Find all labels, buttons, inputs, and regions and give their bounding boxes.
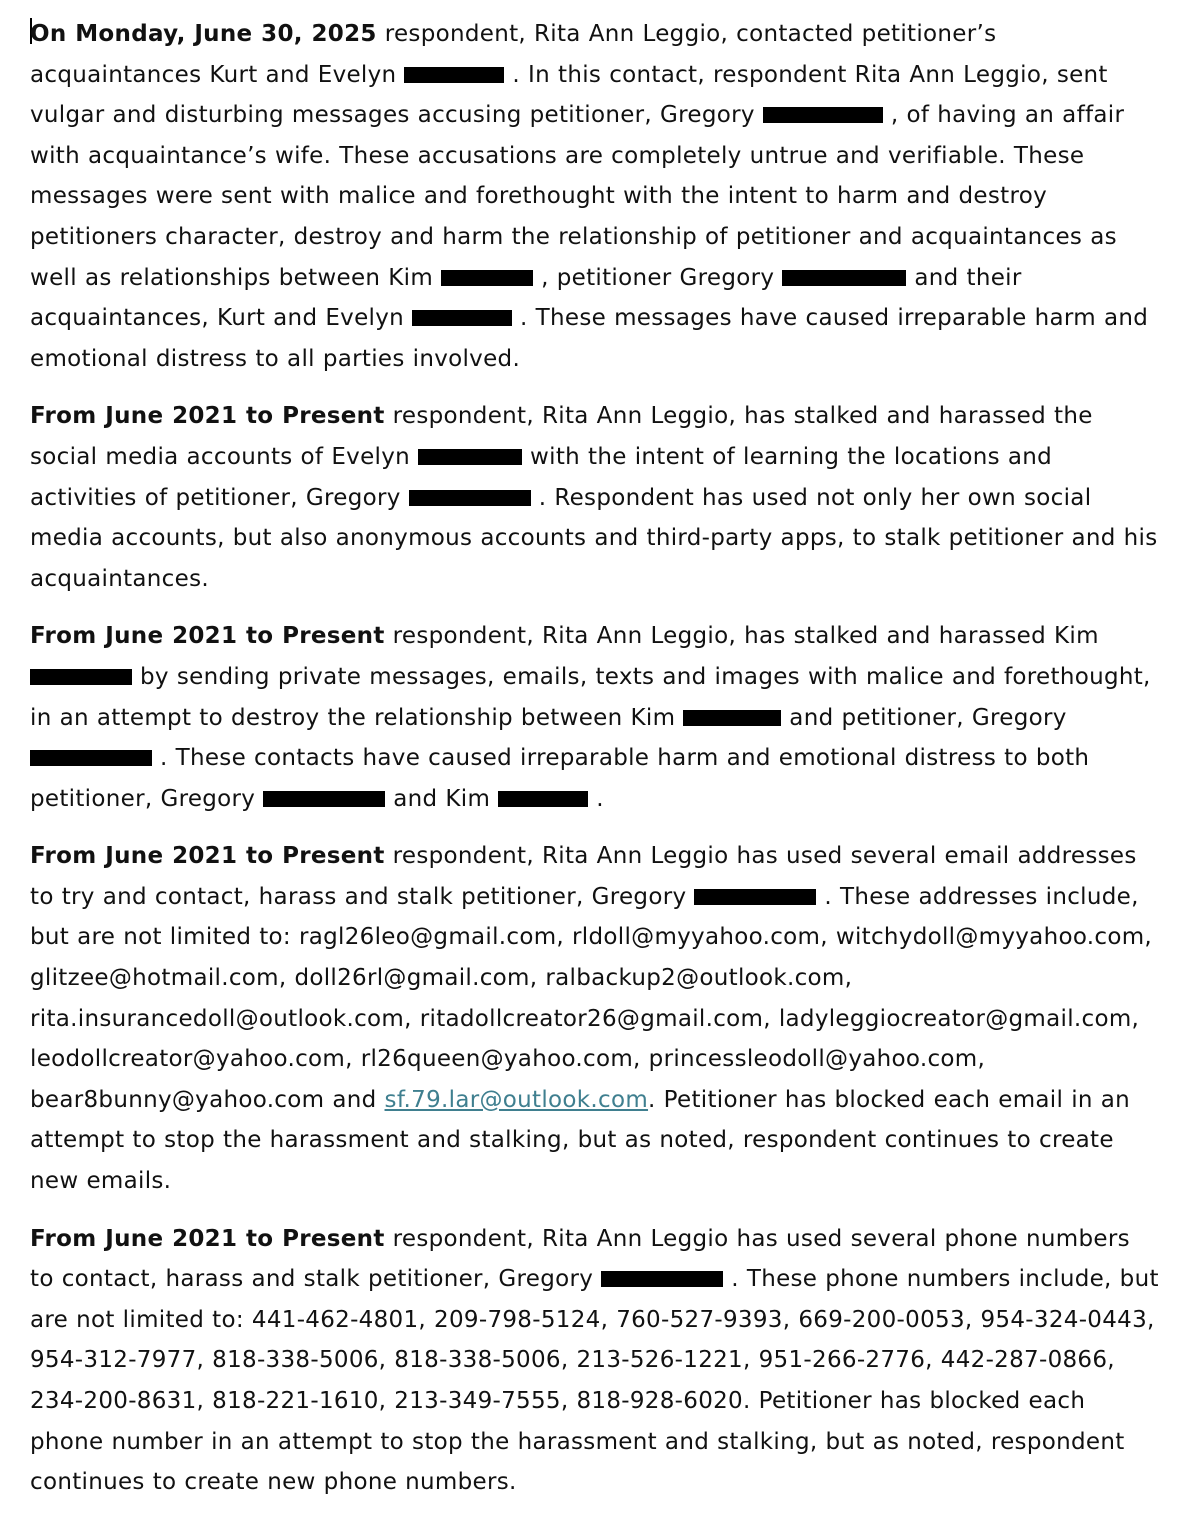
paragraph-text: respondent, Rita Ann Leggio, contacted petitioner’s acquaintances Kurt and Evelyn — [30, 21, 997, 88]
paragraph-3 — [30, 616, 1160, 819]
paragraph-text: , petitioner Gregory — [533, 264, 783, 291]
paragraph-text: by sending private messages, emails, texts and images with malice and forethought, in an attempt to destroy the relationship between Kim — [30, 663, 1151, 731]
redaction-bar — [782, 270, 906, 286]
paragraph-text: . These contacts have caused irreparable harm and emotional distress to both petitioner, Gregory — [30, 745, 1090, 812]
paragraph-date-lead: From June 2021 to Present — [30, 1225, 385, 1252]
paragraph-text: , of having an affair with acquaintance’s wife. These accusations are completely untrue and verifiable. These messages were sent with malice and forethought with the intent to harm and destroy petitioners character, destroy and harm the relationship of petitioner and acquaintances as well as relationships between Kim — [30, 102, 1125, 291]
redaction-bar — [30, 750, 152, 766]
paragraph-date-lead: On Monday, June 30, 2025 — [30, 21, 377, 47]
paragraph-2 — [30, 396, 1160, 599]
paragraph-text: and their acquaintances, Kurt and Evelyn — [30, 264, 1022, 332]
paragraph-text: . These addresses include, but are not limited to: ragl26leo@gmail.com, rldoll@myyahoo.com, witchydoll@myyahoo.com, glitzee@hotmail.com, doll26rl@gmail.com, ralbackup2@outlook.com, rita.insurancedoll@outlook.com, ritadollcreator26@gmail.com, ladyleggiocreator@gmail.com, leodollcreator@yahoo.com, rl26queen@yahoo.com, princessleodoll@yahoo.com, bear8bunny@yahoo.com and — [30, 883, 1153, 1113]
redaction-bar — [498, 791, 588, 807]
paragraph-text: . In this contact, respondent Rita Ann Leggio, sent vulgar and disturbing messages accusing petitioner, Gregory — [30, 61, 1108, 129]
paragraph-text: . Petitioner has blocked each email in an attempt to stop the harassment and stalking, but as noted, respondent continues to create new emails. — [30, 1086, 1131, 1195]
paragraph-text: . Respondent has used not only her own social media accounts, but also anonymous accounts and third-party apps, to stalk petitioner and his acquaintances. — [30, 484, 1158, 592]
email-link[interactable]: sf.79.lar@outlook.com — [384, 1086, 649, 1113]
paragraph-text: . These phone numbers include, but are not limited to: 441-462-4801, 209-798-5124, 760-527-9393, 669-200-0053, 954-324-0443, 954-312-7977, 818-338-5006, 818-338-5006, 213-526-1221, 951-266-2776, 442-287-0866, 234-200-8631, 818-221-1610, 213-349-7555, 818-928-6020. Petitioner has blocked each phone number in an attempt to stop the harassment and stalking, but as noted, respondent continues to create new phone numbers. — [30, 1266, 1159, 1496]
redaction-bar — [418, 449, 522, 465]
paragraph-text: respondent, Rita Ann Leggio has used several email addresses to try and contact, harass and stalk petitioner, Gregory — [30, 843, 1137, 910]
paragraph-text: with the intent of learning the locations and activities of petitioner, Gregory — [30, 443, 1053, 511]
paragraph-4 — [30, 836, 1160, 1201]
document-body — [30, 14, 1160, 1520]
redaction-bar — [601, 1271, 723, 1287]
redaction-bar — [30, 669, 132, 685]
paragraph-5 — [30, 1219, 1160, 1503]
redaction-bar — [441, 270, 533, 286]
paragraph-text: respondent, Rita Ann Leggio, has stalked and harassed the social media accounts of Evelyn — [30, 403, 1093, 470]
paragraph-text: and Kim — [385, 785, 499, 812]
paragraph-text: . These messages have caused irreparable harm and emotional distress to all parties involved. — [30, 305, 1149, 372]
paragraph-date-lead: From June 2021 to Present — [30, 403, 385, 430]
redaction-bar — [409, 490, 531, 506]
redaction-bar — [404, 67, 504, 83]
redaction-bar — [412, 310, 512, 326]
paragraph-text: respondent, Rita Ann Leggio has used several phone numbers to contact, harass and stalk petitioner, Gregory — [30, 1225, 1130, 1293]
redaction-bar — [683, 710, 781, 726]
paragraph-date-lead: From June 2021 to Present — [30, 843, 385, 870]
paragraph-text: and petitioner, Gregory — [781, 704, 1067, 731]
redaction-bar — [763, 107, 883, 123]
redaction-bar — [263, 791, 385, 807]
redaction-bar — [694, 889, 816, 905]
paragraph-date-lead: From June 2021 to Present — [30, 623, 385, 650]
paragraph-text: respondent, Rita Ann Leggio, has stalked and harassed Kim — [384, 623, 1099, 650]
paragraph-1 — [30, 14, 1160, 379]
paragraph-text: . — [588, 785, 604, 812]
